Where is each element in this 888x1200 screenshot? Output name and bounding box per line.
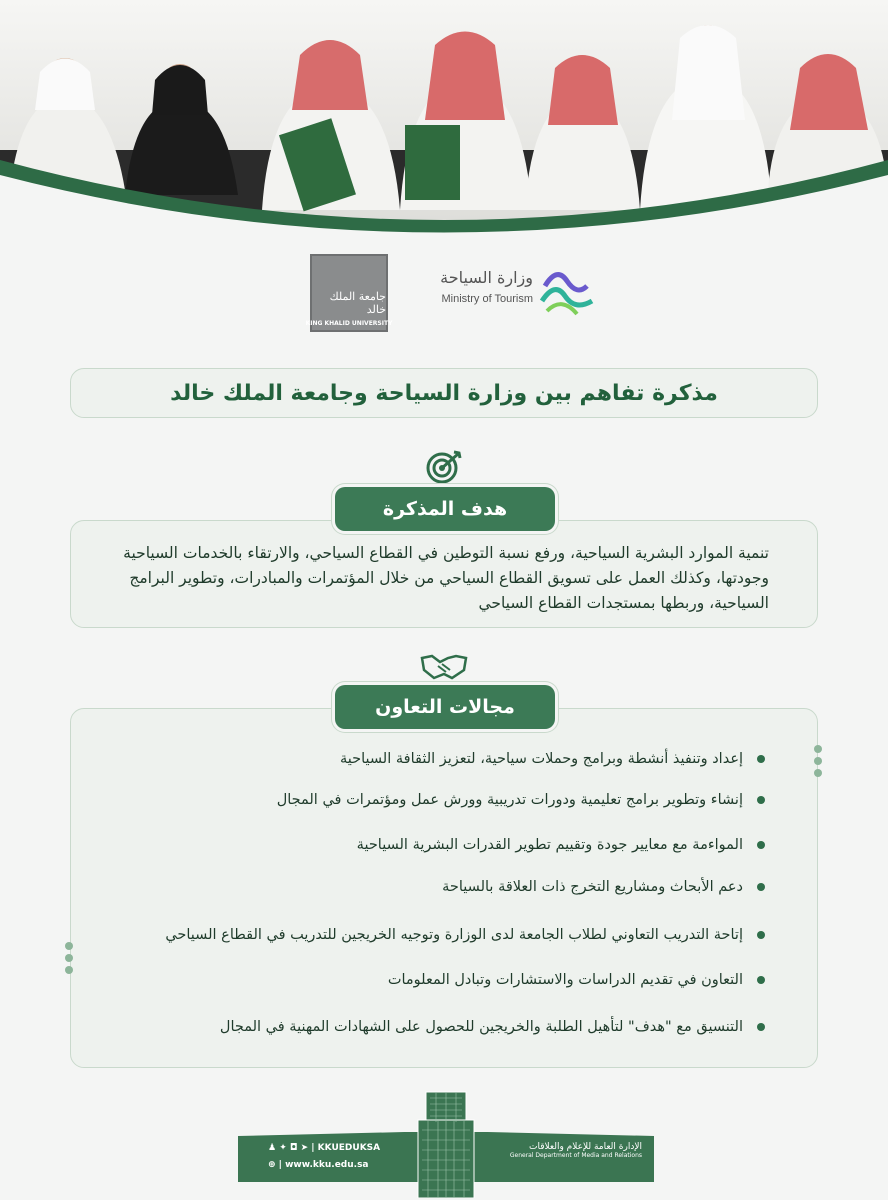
list-item: المواءمة مع معايير جودة وتقييم تطوير القدرات البشرية السياحية xyxy=(357,837,765,853)
decorative-dots xyxy=(65,942,73,974)
cooperation-box xyxy=(70,708,818,1068)
goal-box xyxy=(70,520,818,628)
bullet-icon xyxy=(757,976,765,984)
signing-ceremony-photo xyxy=(0,0,888,240)
list-item: دعم الأبحاث ومشاريع التخرج ذات العلاقة بالسياحة xyxy=(442,879,765,895)
social-handle: ♟ ✦ ◘ ➤ | KKUEDUKSA xyxy=(268,1143,381,1153)
website-link[interactable]: ⊕ | www.kku.edu.sa xyxy=(268,1160,369,1170)
list-item: إعداد وتنفيذ أنشطة وبرامج وحملات سياحية، لتعزيز الثقافة السياحية xyxy=(340,751,765,767)
decorative-dots xyxy=(814,745,822,777)
goal-text: تنمية الموارد البشرية السياحية، ورفع نسبة التوطين في القطاع السياحي، والارتقاء بالخدمات السياحية وجودتها، وكذلك العمل على تسويق القطاع السياحي من خلال المؤتمرات والمبادرات، وتطوير البرامج السياحية، وربطها بمستجدات القطاع السياحي xyxy=(123,544,769,612)
bullet-icon xyxy=(757,841,765,849)
bullet-icon xyxy=(757,755,765,763)
list-item: التعاون في تقديم الدراسات والاستشارات وتبادل المعلومات xyxy=(388,972,765,988)
tourism-emblem-icon xyxy=(537,266,595,321)
ministry-of-tourism-logo: وزارة السياحة Ministry of Tourism xyxy=(425,266,595,321)
bullet-icon xyxy=(757,1023,765,1031)
list-item: إتاحة التدريب التعاوني لطلاب الجامعة لدى الوزارة وتوجيه الخريجين للتدريب في القطاع السياحي xyxy=(165,927,765,943)
globe-icon: ⊕ xyxy=(268,1160,276,1170)
list-item: التنسيق مع "هدف" لتأهيل الطلبة والخريجين للحصول على الشهادات المهنية في المجال xyxy=(220,1019,765,1035)
page-title: مذكرة تفاهم بين وزارة السياحة وجامعة الملك خالد xyxy=(170,380,718,406)
list-item: إنشاء وتطوير برامج تعليمية ودورات تدريبية وورش عمل ومؤتمرات في المجال xyxy=(277,792,765,808)
footer: ♟ ✦ ◘ ➤ | KKUEDUKSA ⊕ | www.kku.edu.sa الإدارة العامة للإعلام والعلاقات General Department of Media and Relations xyxy=(238,1090,654,1200)
handshake-icon xyxy=(420,652,468,686)
bullet-icon xyxy=(757,883,765,891)
kku-tower-icon xyxy=(414,1090,478,1198)
cooperation-heading: مجالات التعاون xyxy=(335,685,555,729)
kku-logo: جامعة الملك خالد KING KHALID UNIVERSITY xyxy=(310,254,388,332)
title-box xyxy=(70,368,818,418)
bullet-icon xyxy=(757,796,765,804)
goal-heading: هدف المذكرة xyxy=(335,487,555,531)
bullet-icon xyxy=(757,931,765,939)
target-icon xyxy=(424,450,464,488)
